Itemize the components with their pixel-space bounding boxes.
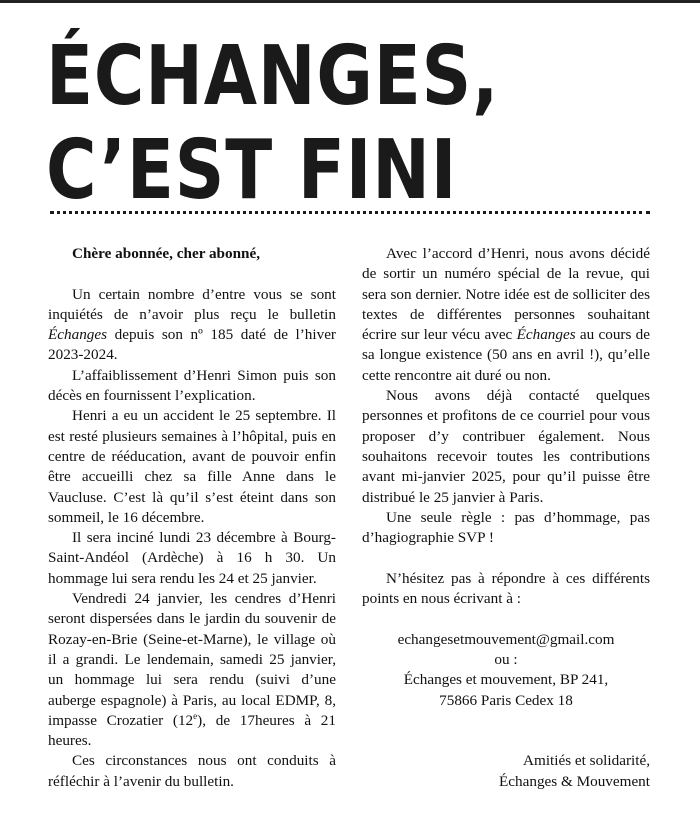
paragraph-3: Henri a eu un accident le 25 septembre. Il est resté plusieurs semaines à l’hôpital, puis en centre de rééducation, avant de pouvoir enfin être accueilli chez sa fille Anne dans le Vaucluse. C’est là qu’il s’est éteint dans son sommeil, le 16 décembre.	[48, 407, 336, 526]
superscript: e	[193, 710, 198, 721]
paragraph-4: Il sera inciné lundi 23 décembre à Bourg-Saint-Andéol (Ardèche) à 16 h 30. Un hommage lui sera rendu les 24 et 25 janvier.	[48, 529, 336, 587]
spacer	[48, 264, 336, 284]
page-title	[46, 30, 584, 218]
paragraph-1	[48, 285, 336, 366]
postal-address-line-1: Échanges et mouvement, BP 241,	[403, 671, 609, 689]
journal-name: Échanges	[48, 326, 108, 344]
greeting: Chère abonnée, cher abonné,	[72, 245, 261, 262]
paragraph-1-text: Un certain nombre d’entre vous se sont inquiétés de n’avoir plus reçu le bulletin	[48, 285, 336, 323]
spacer	[362, 731, 650, 751]
title-line-2: C’EST FINI	[46, 123, 458, 218]
signature-line-1: Amitiés et solidarité,	[523, 752, 650, 770]
right-paragraph-1-text: Avec l’accord d’Henri, nous avons décidé de sortir un numéro spécial de la revue, qui sera son dernier. Notre idée est de solliciter des textes de différentes personnes souhaitant écrire sur leur vécu avec	[362, 245, 650, 344]
right-paragraph-1	[362, 244, 650, 386]
right-paragraph-3: Une seule règle : pas d’hommage, pas d’hagiographie SVP !	[362, 508, 650, 547]
title-line-1: ÉCHANGES,	[46, 29, 500, 124]
spacer	[362, 711, 650, 731]
paragraph-5	[48, 589, 336, 751]
email-link[interactable]: echangesetmouvement@gmail.com	[397, 630, 615, 648]
right-paragraph-1-text-end: au cours de sa longue existence (50 ans en avril !), qu’elle cette rencontre ait duré ou non.	[362, 326, 650, 384]
paragraph-6: Ces circonstances nous ont conduits à réfléchir à l’avenir du bulletin.	[48, 752, 336, 790]
postal-address-line-2: 75866 Paris Cedex 18	[439, 691, 573, 709]
right-paragraph-2: Nous avons déjà contacté quelques personnes et profitons de ce courriel pour vous proposer d’y contribuer également. Nous souhaitons recevoir toutes les contributions avant mi-janvier 2025, pour qu’il puisse être distribué le 25 janvier à Paris.	[362, 387, 650, 506]
or-text: ou :	[494, 650, 518, 668]
spacer	[362, 609, 650, 629]
signature-line-2: Échanges & Mouvement	[499, 772, 650, 790]
top-border	[0, 0, 700, 3]
paragraph-5-text-end: ), de 17heures à 21 heures.	[48, 711, 336, 750]
spacer	[362, 548, 650, 568]
right-paragraph-4: N’hésitez pas à répondre à ces différents points en nous écrivant à :	[362, 569, 650, 608]
paragraph-2: L’affaiblissement d’Henri Simon puis son décès en fournissent l’explication.	[48, 366, 336, 405]
journal-name: Échanges	[516, 326, 576, 344]
left-column	[48, 244, 336, 792]
dotted-divider	[50, 211, 650, 214]
right-column	[362, 244, 650, 792]
paragraph-5-text: Vendredi 24 janvier, les cendres d’Henri seront dispersées dans le jardin du souvenir de Rozay-en-Brie (Seine-et-Marne), le village où il a grandi. Le lendemain, samedi 25 janvier, un hommage lui sera rendu (suivi d’une auberge espagnole) à Paris, au local EDMP, 8, impasse Crozatier (12	[48, 590, 336, 729]
paragraph-1-text-end: depuis son nº 185 daté de l’hiver 2023-2024.	[48, 326, 336, 364]
